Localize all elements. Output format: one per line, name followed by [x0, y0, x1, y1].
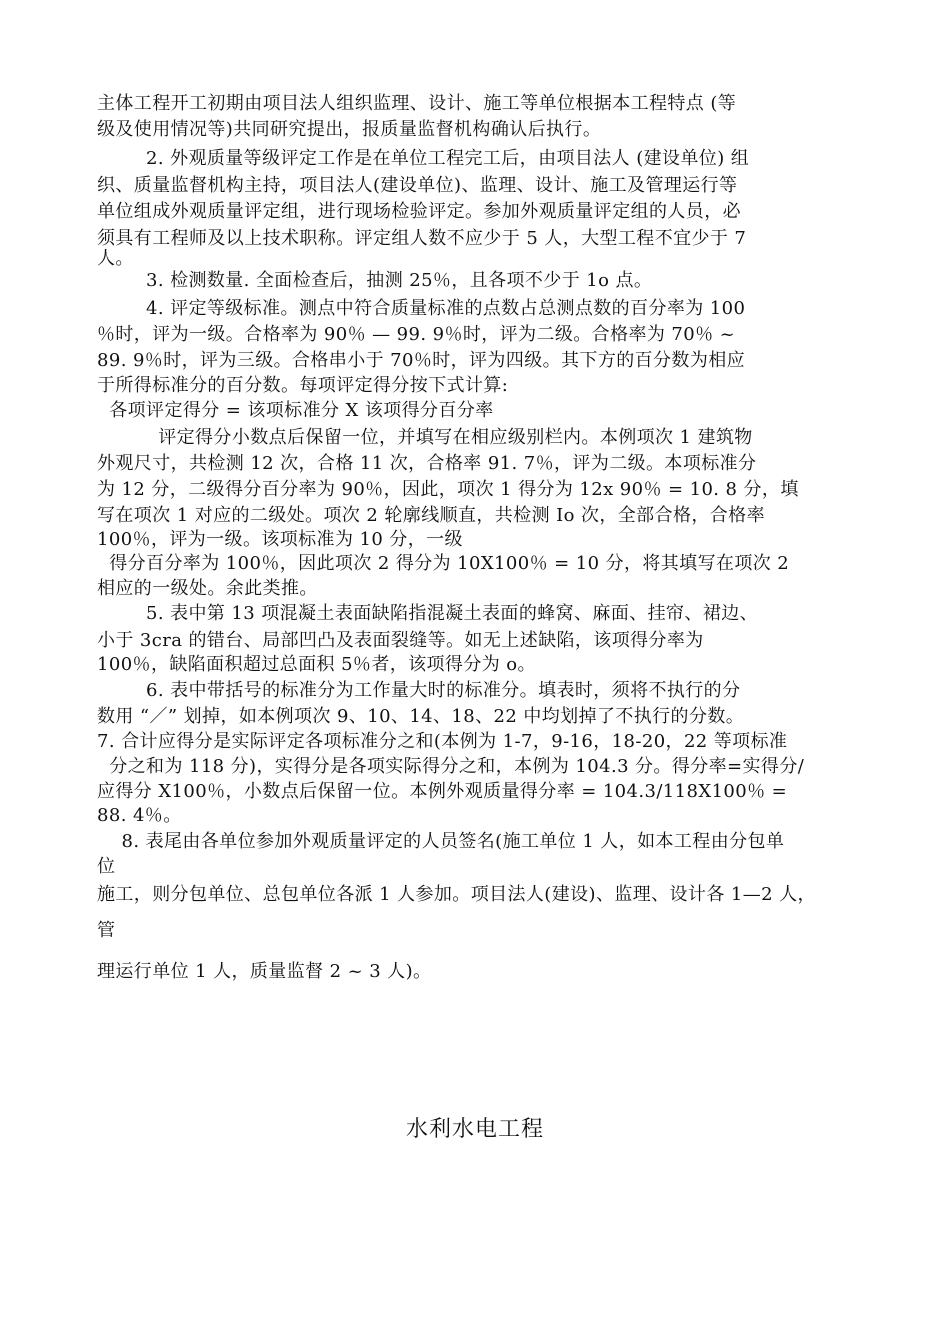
text-line: 8. 表尾由各单位参加外观质量评定的人员签名(施工单位 1 人，如本工程由分包单: [97, 831, 785, 852]
text-line: 89. 9％时，评为三级。合格串小于 70％时，评为四级。其下方的百分数为相应: [97, 350, 746, 371]
text-line: 级及使用情况等)共同研究提出，报质量监督机构确认后执行。: [97, 119, 602, 140]
text-line: 100％，缺陷面积超过总面积 5％者，该项得分为 o。: [97, 654, 536, 675]
text-line: 人。: [97, 248, 134, 269]
footer-title: 水利水电工程: [405, 1117, 544, 1142]
text-line: 评定得分小数点后保留一位，并填写在相应级别栏内。本例项次 1 建筑物: [97, 427, 753, 448]
text-line: 分之和为 118 分)，实得分是各项实际得分之和，本例为 104.3 分。得分率=实得分/: [97, 756, 805, 777]
text-line: 6. 表中带括号的标准分为工作量大时的标准分。填表时，须将不执行的分: [97, 680, 741, 701]
text-line: 理运行单位 1 人，质量监督 2 ~ 3 人)。: [97, 961, 432, 982]
text-line: 写在项次 1 对应的二级处。项次 2 轮廓线顺直，共检测 Io 次，全部合格，合格率: [97, 505, 765, 526]
text-line: 主体工程开工初期由项目法人组织监理、设计、施工等单位根据本工程特点 (等: [97, 93, 737, 114]
text-line: 得分百分率为 100％，因此项次 2 得分为 10X100％ = 10 分，将其填写在项次 2: [97, 553, 790, 574]
text-line: 单位组成外观质量评定组，进行现场检验评定。参加外观质量评定组的人员，必: [97, 201, 741, 222]
text-line: 须具有工程师及以上技术职称。评定组人数不应少于 5 人，大型工程不宜少于 7: [97, 228, 747, 249]
text-line: 2. 外观质量等级评定工作是在单位工程完工后，由项目法人 (建设单位) 组: [97, 148, 750, 169]
text-line: 数用 “／” 划掉，如本例项次 9、10、14、18、22 中均划掉了不执行的分数。: [97, 706, 745, 727]
text-line: 外观尺寸，共检测 12 次，合格 11 次，合格率 91. 7％，评为二级。本项标准分: [97, 453, 757, 474]
text-line: 3. 检测数量. 全面检查后，抽测 25％，且各项不少于 1o 点。: [97, 270, 653, 291]
text-line: 于所得标准分的百分数。每项评定得分按下式计算:: [97, 375, 509, 396]
text-line: 施工，则分包单位、总包单位各派 1 人参加。项目法人(建设)、监理、设计各 1—2 人，: [97, 884, 816, 905]
text-line: 5. 表中第 13 项混凝土表面缺陷指混凝土表面的蜂窝、麻面、挂帘、裙边、: [97, 603, 759, 624]
text-line: 100％，评为一级。该项标准为 10 分，一级: [97, 529, 463, 550]
text-line: 织、质量监督机构主持，项目法人(建设单位)、监理、设计、施工及管理运行等: [97, 175, 738, 196]
text-line: 各项评定得分 = 该项标准分 X 该项得分百分率: [97, 400, 494, 421]
text-line: 相应的一级处。余此类推。: [97, 578, 318, 599]
text-line: 应得分 X100％，小数点后保留一位。本例外观质量得分率 = 104.3/118X100％ =: [97, 781, 788, 802]
text-line: 88. 4％。: [97, 805, 182, 826]
text-line: 7. 合计应得分是实际评定各项标准分之和(本例为 1-7，9-16，18-20，22 等项标准: [97, 731, 788, 752]
text-line: 位: [97, 856, 116, 877]
text-line: ％时，评为一级。合格率为 90％ — 99. 9％时，评为二级。合格率为 70％ ~: [97, 324, 736, 345]
text-line: 小于 3cra 的错台、局部凹凸及表面裂缝等。如无上述缺陷，该项得分率为: [97, 630, 704, 651]
text-line: 为 12 分，二级得分百分率为 90％，因此，项次 1 得分为 12x 90％ = 10. 8 分，填: [97, 479, 799, 500]
text-line: 4. 评定等级标准。测点中符合质量标准的点数占总测点数的百分率为 100: [97, 298, 746, 319]
text-line: 管: [97, 920, 116, 941]
